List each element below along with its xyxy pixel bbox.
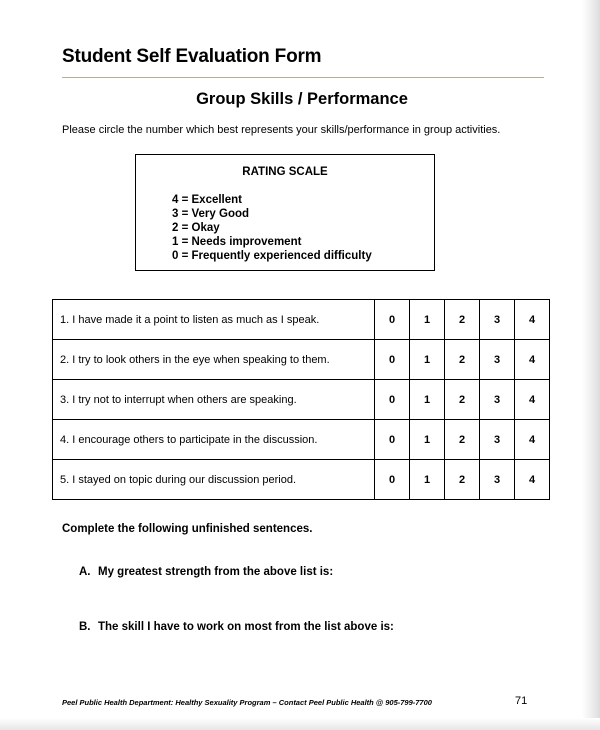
- prompt-letter: B.: [79, 621, 91, 633]
- sentences-heading: Complete the following unfinished sentences.: [62, 523, 313, 535]
- score-option[interactable]: 1: [410, 460, 445, 500]
- form-title: Student Self Evaluation Form: [62, 46, 322, 67]
- statement-cell: 5. I stayed on topic during our discussion period.: [53, 460, 375, 500]
- rating-item: 1 = Needs improvement: [172, 236, 302, 248]
- score-option[interactable]: 2: [445, 300, 480, 340]
- score-option[interactable]: 0: [375, 380, 410, 420]
- sentence-prompt-a: [79, 566, 333, 578]
- score-option[interactable]: 1: [410, 300, 445, 340]
- score-option[interactable]: 3: [480, 340, 515, 380]
- rating-scale-box: [135, 154, 435, 271]
- footer-text: Peel Public Health Department: Healthy Sexuality Program – Contact Peel Public Health @ 905-799-7700: [62, 698, 432, 707]
- statement-cell: 4. I encourage others to participate in the discussion.: [53, 420, 375, 460]
- rating-scale-list: [172, 193, 372, 263]
- score-option[interactable]: 4: [515, 460, 550, 500]
- score-option[interactable]: 3: [480, 420, 515, 460]
- page-edge-shadow: [582, 0, 600, 730]
- table-row: [53, 340, 550, 380]
- score-option[interactable]: 3: [480, 300, 515, 340]
- rating-item: 2 = Okay: [172, 222, 220, 234]
- evaluation-table: [52, 299, 550, 500]
- score-option[interactable]: 0: [375, 460, 410, 500]
- rating-scale-title: RATING SCALE: [242, 166, 328, 178]
- score-option[interactable]: 2: [445, 460, 480, 500]
- score-option[interactable]: 0: [375, 300, 410, 340]
- score-option[interactable]: 1: [410, 420, 445, 460]
- prompt-text: My greatest strength from the above list is:: [98, 566, 334, 578]
- statement-cell: 2. I try to look others in the eye when speaking to them.: [53, 340, 375, 380]
- rating-item: 3 = Very Good: [172, 208, 250, 220]
- score-option[interactable]: 1: [410, 380, 445, 420]
- rating-item: 0 = Frequently experienced difficulty: [172, 250, 372, 262]
- statement-cell: 1. I have made it a point to listen as much as I speak.: [53, 300, 375, 340]
- table-row: [53, 300, 550, 340]
- score-option[interactable]: 3: [480, 380, 515, 420]
- page-bottom-shadow: [0, 718, 600, 730]
- rating-item: 4 = Excellent: [172, 194, 242, 206]
- score-option[interactable]: 2: [445, 380, 480, 420]
- prompt-letter: A.: [79, 566, 91, 578]
- score-option[interactable]: 2: [445, 420, 480, 460]
- section-heading: Group Skills / Performance: [196, 90, 408, 108]
- instructions-text: Please circle the number which best represents your skills/performance in group activities.: [62, 124, 501, 136]
- score-option[interactable]: 0: [375, 420, 410, 460]
- score-option[interactable]: 3: [480, 460, 515, 500]
- page-number: 71: [515, 695, 528, 707]
- table-row: [53, 460, 550, 500]
- sentence-prompt-b: [79, 621, 394, 633]
- prompt-text: The skill I have to work on most from the list above is:: [98, 621, 394, 633]
- score-option[interactable]: 1: [410, 340, 445, 380]
- score-option[interactable]: 4: [515, 340, 550, 380]
- title-divider: [62, 77, 544, 78]
- statement-cell: 3. I try not to interrupt when others are speaking.: [53, 380, 375, 420]
- table-row: [53, 380, 550, 420]
- score-option[interactable]: 4: [515, 420, 550, 460]
- score-option[interactable]: 0: [375, 340, 410, 380]
- score-option[interactable]: 4: [515, 380, 550, 420]
- score-option[interactable]: 2: [445, 340, 480, 380]
- table-row: [53, 420, 550, 460]
- score-option[interactable]: 4: [515, 300, 550, 340]
